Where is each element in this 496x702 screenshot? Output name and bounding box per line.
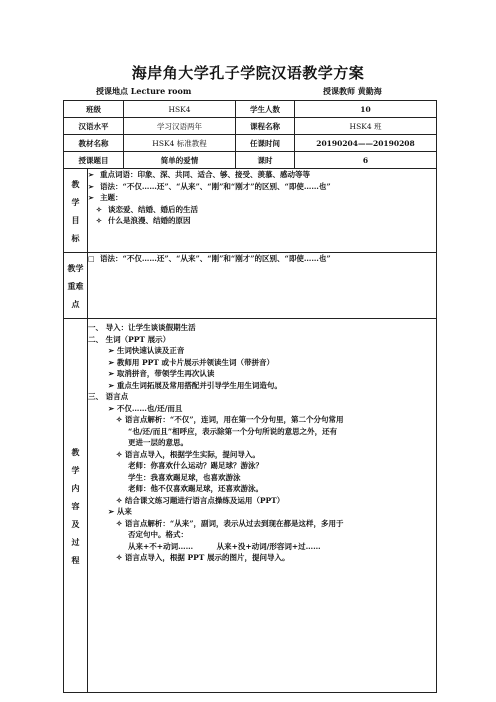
goals-label: [64, 169, 88, 253]
process-line: “也/还/而且”相呼应，表示除第一个分句所说的意思之外，还有: [128, 426, 338, 436]
process-line: ➢ 不仅……也/还/而且: [108, 403, 183, 413]
class-value: HSK4: [124, 101, 236, 118]
lecture-venue: 授课地点 Lecture room: [96, 86, 192, 96]
diamond-bullet-icon: ✧: [96, 216, 102, 225]
goals-label-char: 标: [71, 232, 80, 243]
course-value: HSK4 班: [295, 118, 437, 135]
process-row: [64, 319, 437, 693]
topic-value: 简单的爱情: [124, 152, 236, 169]
lesson-plan-table: [63, 100, 437, 693]
keypoints-content: [88, 253, 437, 319]
goals-label-char: 目: [71, 214, 80, 225]
lecture-teacher: 授课教师 黄勤海: [323, 86, 382, 96]
process-label-char: 内: [71, 482, 80, 493]
diamond-bullet-icon: ✧: [96, 204, 102, 214]
goal-item: ➢ 语法：“不仅……还”、“从来”、“刚”和“刚才”的区别、“即使……也”: [88, 181, 331, 191]
process-line: ✧ 语言点导入，根据 PPT 展示的图片，提问导入。: [116, 553, 290, 562]
process-line: 更进一层的意思。: [128, 438, 188, 447]
period-label: 任课时间: [236, 135, 295, 152]
arrow-bullet-icon: ➢: [88, 181, 94, 191]
process-line: ➢ 重点生词拓展及常用搭配并引导学生用生词造句。: [108, 380, 282, 390]
process-line: ➢ 从来: [108, 507, 132, 516]
keypoints-row: [64, 253, 437, 319]
process-line: ✧ 结合课文练习题进行语言点操练及运用（PPT）: [116, 495, 285, 505]
arrow-bullet-icon: ➢: [88, 170, 94, 179]
goal-subitem: ✧ 什么是浪漫、结婚的原因: [96, 216, 191, 225]
process-line: ➢ 取消拼音，带领学生再次认读: [108, 369, 215, 378]
topic-label: 授课题目: [64, 152, 124, 169]
textbook-value: HSK4 标准教程: [124, 135, 236, 152]
process-label: [64, 319, 88, 693]
class-label: 班级: [64, 101, 124, 118]
process-label-char: 学: [71, 464, 80, 475]
keypoints-label-line: 点: [71, 298, 80, 309]
students-label: 学生人数: [236, 101, 295, 118]
process-line: 否定句中。格式：: [128, 530, 188, 539]
goal-item: ➢ 主题：: [88, 193, 123, 202]
goals-row: [64, 169, 437, 253]
goal-subitem: ✧ 谈恋爱、结婚、婚后的生活: [96, 204, 198, 214]
info-row-topic: [64, 152, 437, 169]
info-row-textbook: [64, 135, 437, 152]
checkbox-bullet-icon: □: [88, 254, 95, 263]
process-line: 三、 语言点: [88, 392, 129, 401]
keypoints-label: [64, 253, 88, 319]
process-line: 一、 导入：让学生谈谈假期生活: [88, 323, 196, 332]
goal-item: ➢ 重点词语：印象、深、共同、适合、够、接受、羡慕、感动等等: [88, 170, 310, 179]
process-line: ➢ 生词快速认读及正音: [108, 346, 185, 355]
keypoints-label-line: 重难: [67, 280, 84, 291]
keypoints-label-line: 教学: [67, 262, 84, 273]
process-label-char: 过: [71, 536, 80, 547]
info-row-level: [64, 118, 437, 135]
process-line: 老师：他不仅喜欢踢足球，还喜欢游泳。: [128, 484, 263, 493]
period-value: 20190204——20190208: [295, 135, 437, 152]
process-line: ✧ 语言点解析：“不仅”，连词，用在第一个分句里，第二个分句常用: [116, 415, 344, 424]
hours-value: 6: [295, 152, 437, 169]
process-line: ➢ 教师用 PPT 或卡片展示并领读生词（带拼音）: [108, 357, 274, 367]
textbook-label: 教材名称: [64, 135, 124, 152]
process-label-char: 教: [71, 446, 80, 457]
document-title: 海岸角大学孔子学院汉语教学方案: [131, 64, 365, 82]
process-line: 二、 生词（PPT 展示）: [88, 334, 171, 344]
info-row-class: [64, 101, 437, 118]
keypoint-item: □ 语法：“不仅……还”、“从来”、“刚”和“刚才”的区别、“即使……也”: [88, 254, 331, 263]
process-label-char: 及: [71, 518, 80, 529]
course-label: 课程名称: [236, 118, 295, 135]
goals-label-char: 教: [71, 178, 80, 189]
goals-content: [88, 169, 437, 253]
students-value: 10: [295, 101, 437, 118]
arrow-bullet-icon: ➢: [88, 193, 94, 202]
process-line: 学生：我喜欢踢足球，也喜欢游泳: [128, 472, 241, 482]
process-line: ✧ 语言点解析：“从来”，副词，表示从过去到现在都是这样，多用于: [116, 518, 344, 528]
process-line: 老师：你喜欢什么运动？踢足球？游泳？: [128, 461, 263, 470]
process-label-char: 程: [71, 554, 80, 565]
process-label-char: 容: [71, 500, 80, 511]
goals-label-char: 学: [71, 196, 80, 207]
process-line: 从来+不+动词…… 从来+没+动词/形容词+过……: [128, 541, 321, 551]
process-line: ✧ 语言点导入，根据学生实际，提问导入。: [116, 449, 260, 459]
level-value: 学习汉语两年: [124, 118, 236, 135]
hours-label: 课时: [236, 152, 295, 169]
level-label: 汉语水平: [64, 118, 124, 135]
process-content: [88, 319, 437, 693]
